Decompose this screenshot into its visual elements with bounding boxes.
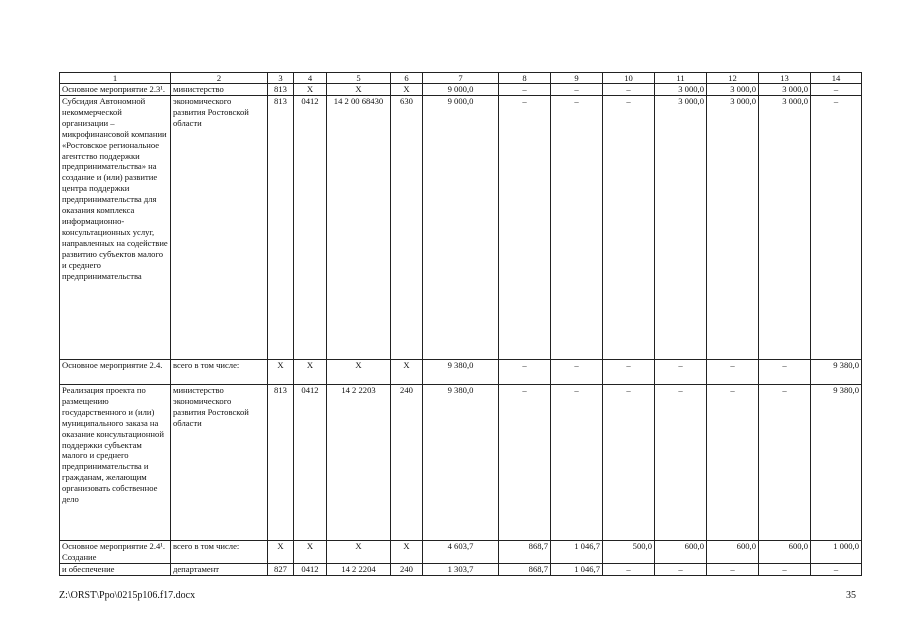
value-cell: –: [655, 385, 707, 541]
value-cell: –: [551, 385, 603, 541]
value-cell: Х: [294, 360, 327, 385]
activity-cell: Субсидия Автономной некоммерческой организации – микрофинансовой компании «Ростовское региональное агентство поддержки предпринимательства» на создание и (или) развитие центра поддержки предпринимательства для оказания комплекса информационно-консультационных услуг, направленных на содействие развитию субъектов малого и среднего предпринимательства: [60, 96, 171, 360]
col-header-3: 3: [268, 73, 294, 84]
value-cell: 14 2 00 68430: [327, 96, 391, 360]
value-cell: Х: [327, 84, 391, 96]
value-cell: 0412: [294, 564, 327, 576]
value-cell: 1 046,7: [551, 541, 603, 564]
value-cell: 1 000,0: [811, 541, 862, 564]
value-cell: Х: [391, 360, 423, 385]
value-cell: –: [759, 564, 811, 576]
executor-cell: департамент: [171, 564, 268, 576]
value-cell: Х: [294, 84, 327, 96]
col-header-6: 6: [391, 73, 423, 84]
value-cell: –: [655, 564, 707, 576]
value-cell: 1 303,7: [423, 564, 499, 576]
value-cell: Х: [327, 360, 391, 385]
value-cell: –: [655, 360, 707, 385]
col-header-13: 13: [759, 73, 811, 84]
value-cell: 3 000,0: [707, 84, 759, 96]
executor-cell: министерство экономического развития Ростовской области: [171, 385, 268, 541]
activity-cell: Основное мероприятие 2.4¹. Создание: [60, 541, 171, 564]
value-cell: 630: [391, 96, 423, 360]
col-header-9: 9: [551, 73, 603, 84]
activity-cell: и обеспечение: [60, 564, 171, 576]
budget-table: [59, 72, 862, 576]
value-cell: –: [603, 564, 655, 576]
value-cell: 500,0: [603, 541, 655, 564]
value-cell: 813: [268, 385, 294, 541]
value-cell: 868,7: [499, 564, 551, 576]
value-cell: –: [707, 360, 759, 385]
value-cell: Х: [294, 541, 327, 564]
col-header-1: 1: [60, 73, 171, 84]
col-header-8: 8: [499, 73, 551, 84]
value-cell: 3 000,0: [655, 96, 707, 360]
value-cell: Х: [391, 84, 423, 96]
value-cell: 9 380,0: [811, 385, 862, 541]
value-cell: –: [707, 564, 759, 576]
value-cell: 813: [268, 84, 294, 96]
table-row: [60, 385, 862, 541]
value-cell: 3 000,0: [707, 96, 759, 360]
col-header-5: 5: [327, 73, 391, 84]
col-header-10: 10: [603, 73, 655, 84]
executor-cell: всего в том числе:: [171, 541, 268, 564]
value-cell: –: [811, 96, 862, 360]
value-cell: 600,0: [655, 541, 707, 564]
activity-cell: Реализация проекта по размещению государственного и (или) муниципального заказа на оказание консультационной поддержки субъектам малого и среднего предпринимательства и гражданам, желающим организовать собственное дело: [60, 385, 171, 541]
value-cell: Х: [391, 541, 423, 564]
value-cell: –: [551, 96, 603, 360]
value-cell: –: [811, 564, 862, 576]
value-cell: –: [707, 385, 759, 541]
value-cell: 14 2 2204: [327, 564, 391, 576]
col-header-12: 12: [707, 73, 759, 84]
value-cell: 9 380,0: [811, 360, 862, 385]
value-cell: 3 000,0: [759, 96, 811, 360]
value-cell: 3 000,0: [759, 84, 811, 96]
table-row: [60, 564, 862, 576]
col-header-7: 7: [423, 73, 499, 84]
value-cell: 827: [268, 564, 294, 576]
page-number: 35: [846, 590, 856, 601]
value-cell: 1 046,7: [551, 564, 603, 576]
value-cell: 0412: [294, 385, 327, 541]
value-cell: 3 000,0: [655, 84, 707, 96]
value-cell: –: [499, 385, 551, 541]
value-cell: –: [551, 360, 603, 385]
value-cell: 9 380,0: [423, 385, 499, 541]
activity-cell: Основное мероприятие 2.4.: [60, 360, 171, 385]
value-cell: –: [603, 96, 655, 360]
value-cell: Х: [268, 541, 294, 564]
value-cell: 4 603,7: [423, 541, 499, 564]
value-cell: –: [811, 84, 862, 96]
value-cell: –: [759, 385, 811, 541]
value-cell: –: [499, 84, 551, 96]
value-cell: 240: [391, 385, 423, 541]
col-header-11: 11: [655, 73, 707, 84]
value-cell: –: [603, 360, 655, 385]
executor-cell: министерство: [171, 84, 268, 96]
value-cell: 240: [391, 564, 423, 576]
value-cell: –: [499, 360, 551, 385]
col-header-2: 2: [171, 73, 268, 84]
value-cell: 600,0: [707, 541, 759, 564]
value-cell: –: [499, 96, 551, 360]
table-row: [60, 360, 862, 385]
value-cell: –: [603, 385, 655, 541]
value-cell: 9 000,0: [423, 96, 499, 360]
value-cell: –: [551, 84, 603, 96]
file-path: Z:\ORST\Ppo\0215p106.f17.docx: [59, 590, 196, 601]
activity-cell: Основное мероприятие 2.3¹.: [60, 84, 171, 96]
executor-cell: всего в том числе:: [171, 360, 268, 385]
executor-cell: экономического развития Ростовской области: [171, 96, 268, 360]
col-header-4: 4: [294, 73, 327, 84]
value-cell: 600,0: [759, 541, 811, 564]
value-cell: 9 000,0: [423, 84, 499, 96]
value-cell: Х: [327, 541, 391, 564]
table-row: [60, 96, 862, 360]
value-cell: Х: [268, 360, 294, 385]
value-cell: 14 2 2203: [327, 385, 391, 541]
value-cell: 813: [268, 96, 294, 360]
value-cell: –: [759, 360, 811, 385]
header-row: [60, 73, 862, 84]
table-row: [60, 541, 862, 564]
value-cell: 868,7: [499, 541, 551, 564]
value-cell: –: [603, 84, 655, 96]
value-cell: 0412: [294, 96, 327, 360]
col-header-14: 14: [811, 73, 862, 84]
value-cell: 9 380,0: [423, 360, 499, 385]
table-row: [60, 84, 862, 96]
